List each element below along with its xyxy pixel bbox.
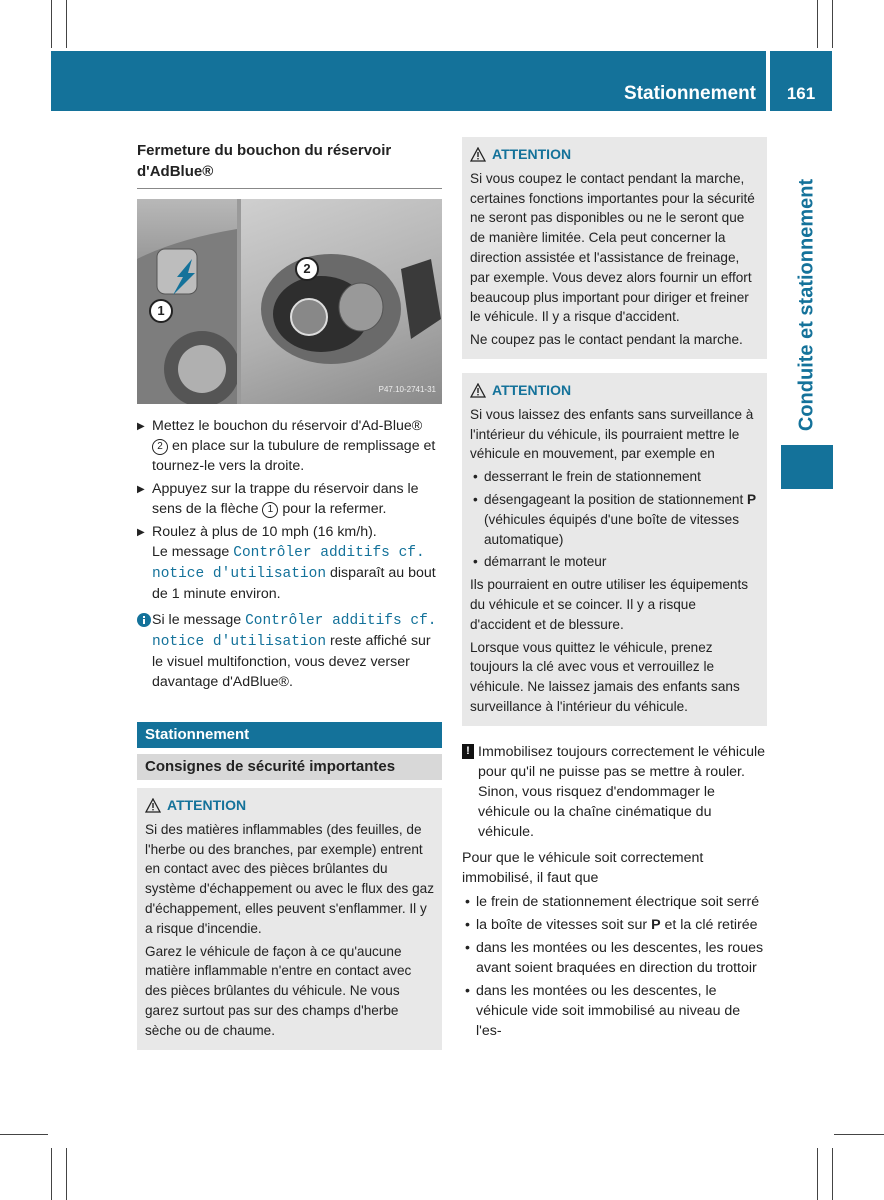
notice-text: Immobilisez toujours correctement le véhicule pour qu'il ne puisse pas se mettre à rouler. Sinon, vous risquez d'endommager le véhicule ou la chaîne cinématique du véhicule. [478,743,766,840]
step-3 [137,522,442,604]
gear-position-p: P [651,916,661,933]
step-2 [137,479,442,519]
warning-paragraph: Garez le véhicule de façon à ce qu'aucune matière inflammable n'entre en contact avec des pièces brûlantes du véhicule. Ne vous garez surtout pas sur des champs d'herbe sèche ou de chaume. [145,943,412,1038]
list-item-text-b: (véhicules équipés d'une boîte de vitesses automatique) [484,511,739,547]
warning-triangle-icon [470,383,486,398]
figure-code: P47.10-2741-31 [378,385,436,394]
crop-mark [832,0,833,48]
heading-line-1: Fermeture du bouchon du réservoir [137,142,392,159]
damage-notice [462,742,767,842]
header-bar [51,51,766,111]
callout-1-inline: 1 [262,502,278,518]
warning-paragraph: Si vous laissez des enfants sans surveillance à l'intérieur du véhicule, ils pourraient mettre le véhicule en mouvement, par exemple en [470,406,754,462]
heading-rule [137,188,442,189]
crop-mark [817,0,818,48]
step-1 [137,416,442,476]
figure-callout-1: 1 [149,299,173,323]
page-number: 161 [786,84,816,103]
list-item: • dans les montées ou les descentes, le véhicule vide soit immobilisé au niveau de l'es- [462,981,767,1041]
list-item-text-a: la boîte de vitesses soit sur [476,916,648,933]
crop-mark [66,0,67,48]
crop-mark [51,1148,52,1200]
body-paragraph: Pour que le véhicule soit correctement immobilisé, il faut que [462,849,704,886]
warning-paragraph: Ils pourraient en outre utiliser les équipements du véhicule et se coincer. Il y a risque d'accident et de blessure. [470,577,749,632]
exclamation-icon: ! [462,744,474,759]
crop-mark [817,1148,818,1200]
info-icon [137,613,151,627]
info-display-message: Contrôler additifs cf. notice d'utilisation [152,613,437,650]
warning-title: ATTENTION [167,797,247,813]
info-text-b: reste affiché sur le visuel multifonction, vous devez verser davantage d'AdBlue®. [152,633,431,690]
side-tab-label: Conduite et stationnement [795,178,818,432]
warning-paragraph: Si des matières inflammables (des feuilles, de l'herbe ou des branches, par exemple) entrent en contact avec des pièces brûlantes du système d'échappement ou avec le flux des gaz d'échappement, elles peuvent s'enflammer. Il y a risque d'incendie. [145,821,434,936]
side-tab-marker [781,445,833,489]
page-number-box [770,51,832,111]
step-1-text-b: en place sur la tubulure de remplissage et tournez-le vers la droite. [152,438,436,474]
list-item-text-a: désengageant la position de stationnement [484,491,744,507]
warning-box-fire [137,788,442,1050]
warning-title: ATTENTION [492,146,572,162]
list-item: • démarrant le moteur [470,552,759,572]
warning-paragraph: Si vous coupez le contact pendant la marche, certaines fonctions importantes pour la sécurité ne seront pas disponibles ou ne le seront que de manière limitée. Cela peut concerner la direction assistée et l'assistance de freinage, par exemple. Vous devez alors fournir un effort beaucoup plus important pour diriger et freiner le véhicule. Il y a risque d'accident. [470,170,755,325]
section-heading [137,140,442,182]
warning-header [470,381,759,401]
left-column [137,140,442,1050]
list-item [470,490,759,549]
warning-triangle-icon [470,147,486,162]
crop-mark [0,1134,48,1135]
warning-title: ATTENTION [492,381,572,398]
step-2-text-b: pour la refermer. [282,501,387,517]
crop-mark [834,1134,884,1135]
filler-neck-illustration [241,199,442,404]
display-message: Contrôler additifs cf. notice d'utilisation [152,545,425,582]
step-1-text-a: Mettez le bouchon du réservoir d'Ad-Blue® [152,418,423,434]
list-item: • desserrant le frein de stationnement [470,467,759,487]
list-item [462,915,767,935]
right-column [462,137,767,1044]
info-text-a: Si le message [152,612,242,628]
crop-mark [66,1148,67,1200]
step-3-text-c: disparaît au bout de 1 minute environ. [152,565,436,602]
figure-panel-car-side [137,199,237,404]
header-title: Stationnement [624,83,756,104]
list-item: • dans les montées ou les descentes, les roues avant soient braquées en direction du trottoir [462,938,767,978]
section-title-bar: Stationnement [137,722,442,748]
figure-panel-filler-neck [241,199,442,404]
warning-box-children [462,373,767,726]
figure-callout-2: 2 [295,257,319,281]
callout-2-inline: 2 [152,439,168,455]
adblue-cap-figure [137,199,442,404]
subsection-title-bar: Consignes de sécurité importantes [137,754,442,780]
list-item-text-b: et la clé retirée [664,916,758,933]
warning-header [145,796,434,816]
warning-paragraph: Lorsque vous quittez le véhicule, prenez toujours la clé avec vous et verrouillez le véhicule. Ne laissez jamais des enfants sans surveillance à l'intérieur du véhicule. [470,639,740,714]
crop-mark [832,1148,833,1200]
warning-box-ignition [462,137,767,359]
gear-position-p: P [747,491,757,507]
step-3-text-b: Le message [152,544,230,560]
warning-header [470,145,759,165]
step-2-text-a: Appuyez sur la trappe du réservoir dans le sens de la flèche [152,481,419,517]
step-3-text-a: ▶ Roulez à plus de 10 mph (16 km/h). [152,524,377,540]
crop-mark [51,0,52,48]
warning-triangle-icon [145,798,161,813]
list-item: • le frein de stationnement électrique soit serré [462,892,767,912]
heading-line-2: d'AdBlue® [137,163,214,180]
info-note [137,610,442,692]
warning-paragraph: Ne coupez pas le contact pendant la marche. [470,332,743,348]
